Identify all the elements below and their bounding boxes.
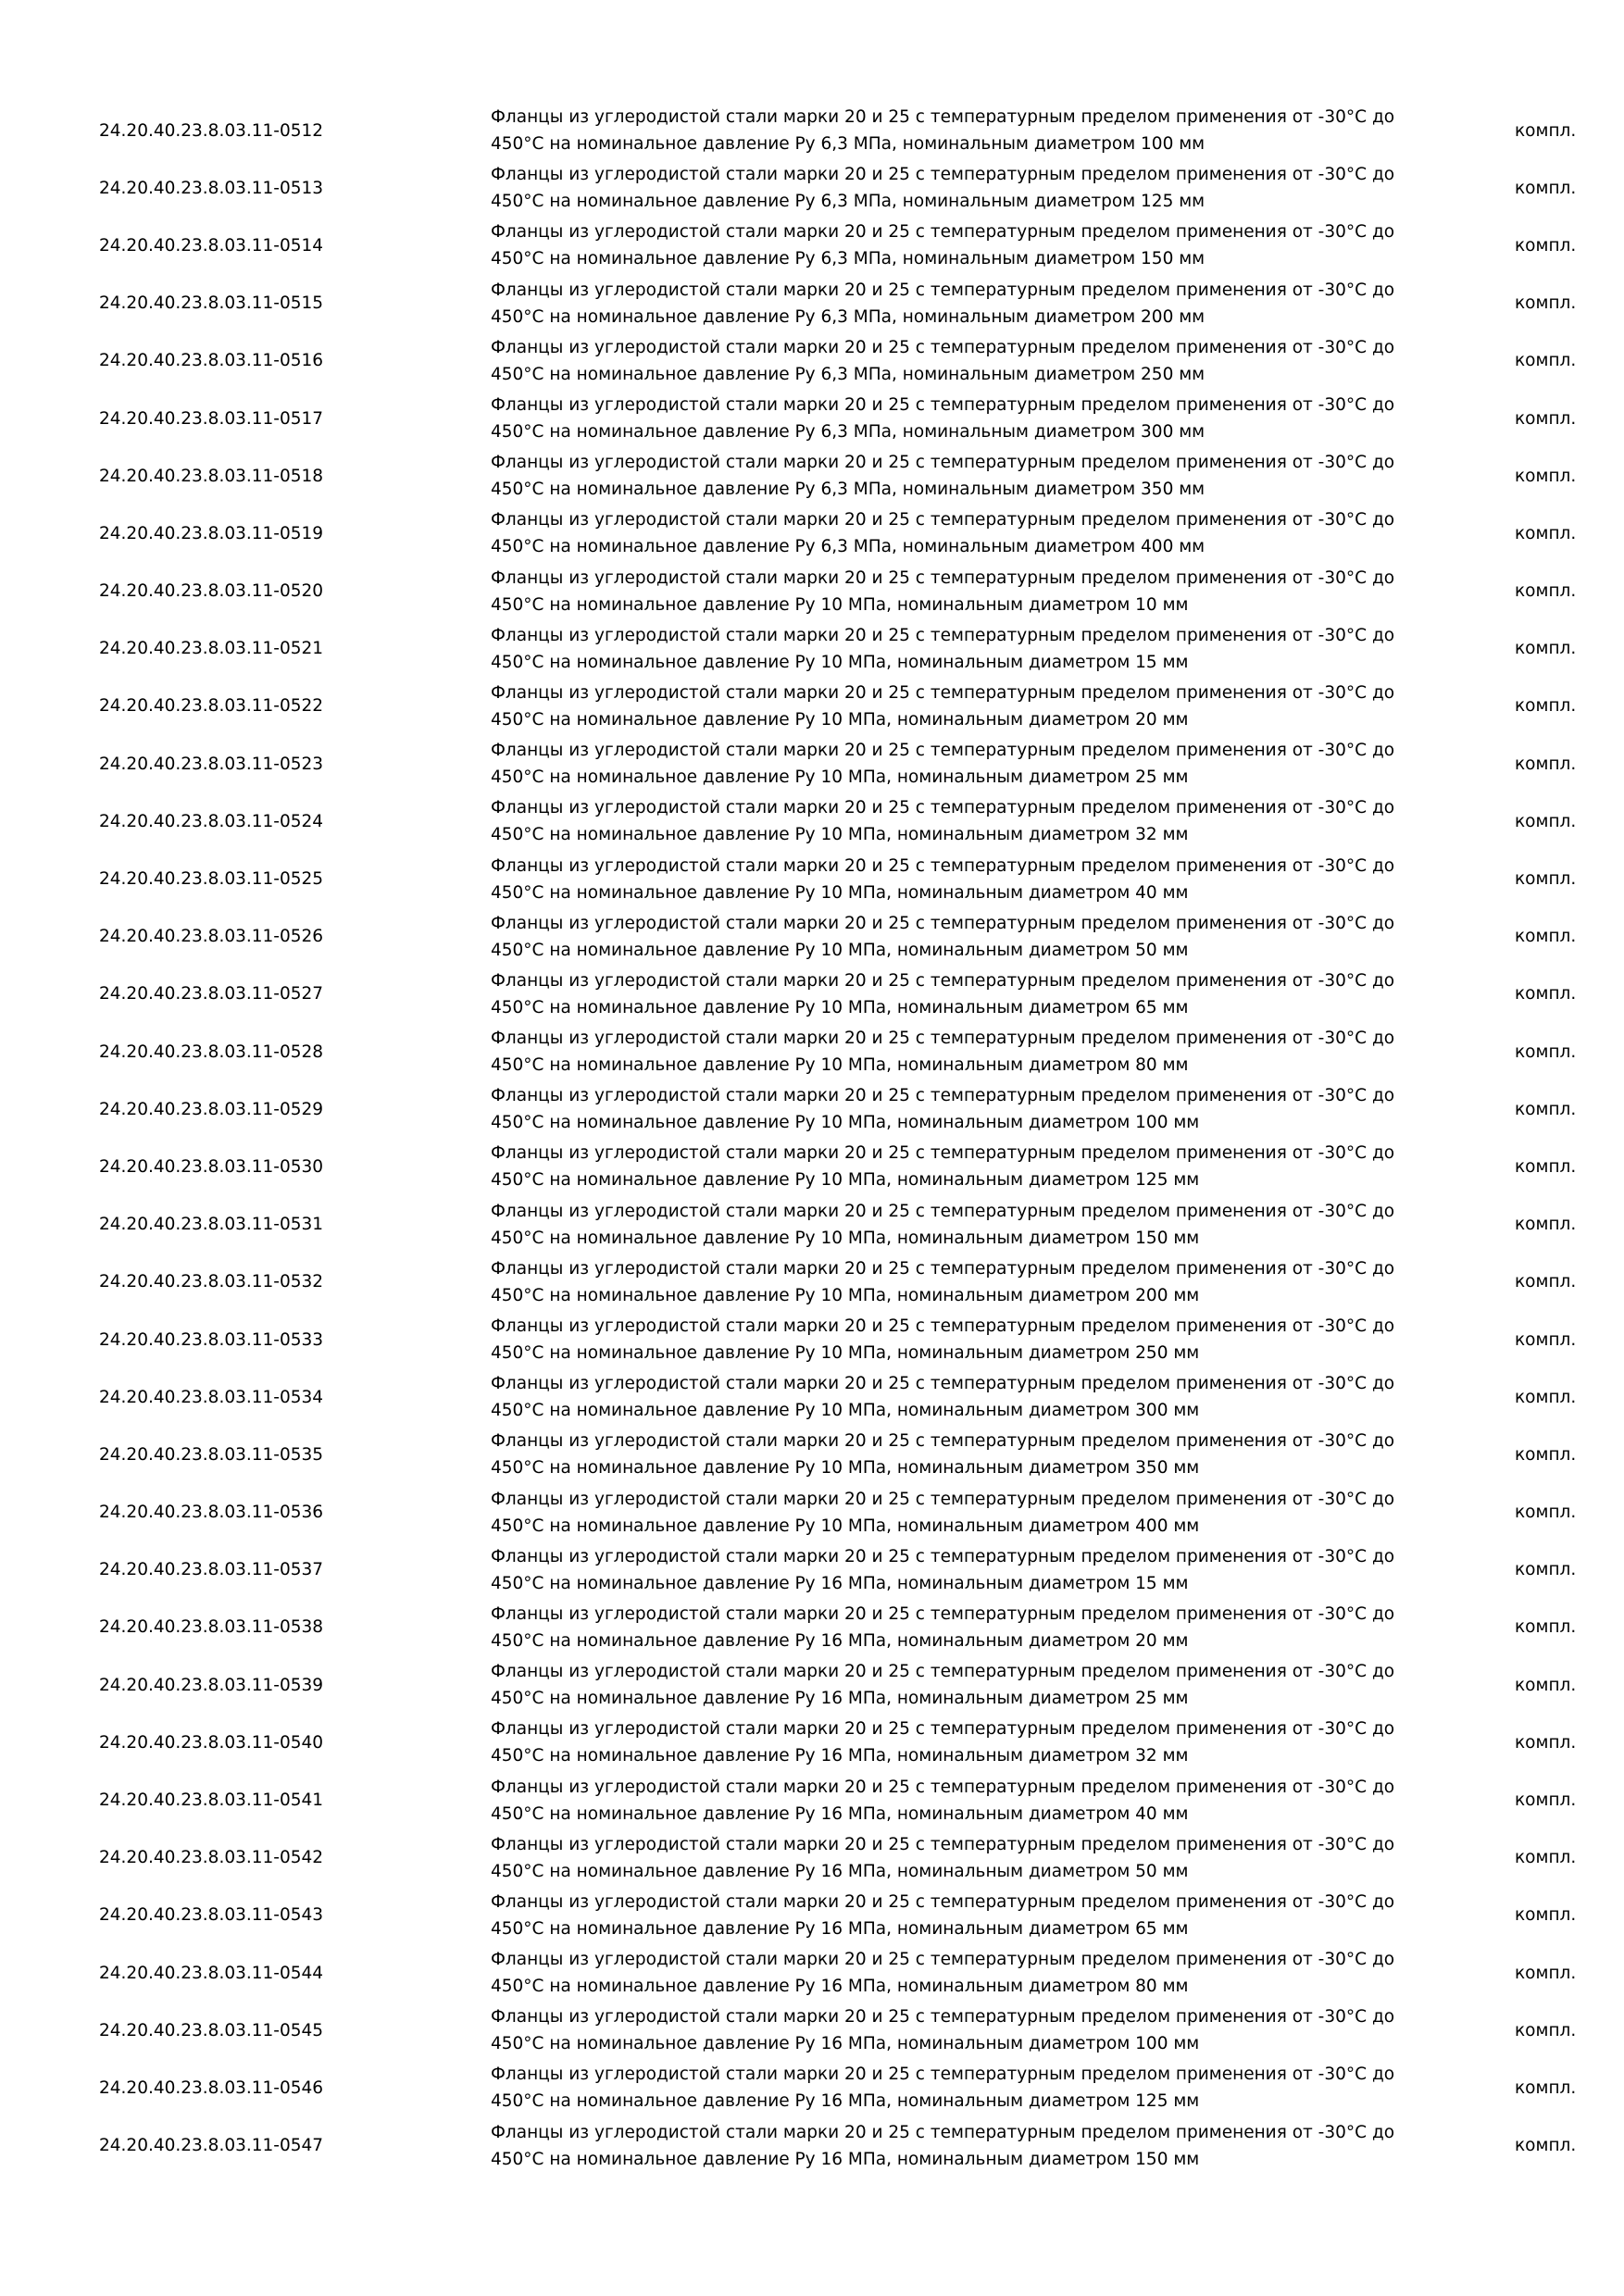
row-unit: компл. xyxy=(1515,1848,1577,1868)
row-code: 24.20.40.23.8.03.11-0525 xyxy=(99,869,324,890)
row-unit: компл. xyxy=(1515,1732,1577,1753)
row-code: 24.20.40.23.8.03.11-0537 xyxy=(99,1560,324,1580)
row-code: 24.20.40.23.8.03.11-0512 xyxy=(99,120,324,141)
row-code: 24.20.40.23.8.03.11-0523 xyxy=(99,754,324,774)
table-row xyxy=(0,1023,1624,1080)
row-unit: компл. xyxy=(1515,869,1577,890)
row-code: 24.20.40.23.8.03.11-0547 xyxy=(99,2136,324,2156)
row-description-line1: Фланцы из углеродистой стали марки 20 и 25 с температурным пределом применения от -30°С до xyxy=(491,1086,1395,1106)
table-row xyxy=(0,966,1624,1023)
table-row xyxy=(0,1714,1624,1771)
row-description-line2: 450°С на номинальное давление Ру 16 МПа, номинальным диаметром 40 мм xyxy=(491,1803,1189,1824)
row-code: 24.20.40.23.8.03.11-0545 xyxy=(99,2020,324,2040)
table-row xyxy=(0,1771,1624,1828)
table-row xyxy=(0,1311,1624,1368)
row-code: 24.20.40.23.8.03.11-0518 xyxy=(99,466,324,486)
row-description-line1: Фланцы из углеродистой стали марки 20 и 25 с температурным пределом применения от -30°С до xyxy=(491,1777,1395,1797)
table-row xyxy=(0,159,1624,217)
row-unit: компл. xyxy=(1515,408,1577,429)
row-description-line1: Фланцы из углеродистой стали марки 20 и 25 с температурным пределом применения от -30°С до xyxy=(491,568,1395,588)
row-description-line1: Фланцы из углеродистой стали марки 20 и 25 с температурным пределом применения от -30°С до xyxy=(491,1891,1395,1912)
table-row xyxy=(0,275,1624,332)
row-unit: компл. xyxy=(1515,1444,1577,1465)
row-description-line2: 450°С на номинальное давление Ру 16 МПа, номинальным диаметром 50 мм xyxy=(491,1861,1189,1881)
row-description-line1: Фланцы из углеродистой стали марки 20 и 25 с температурным пределом применения от -30°С до xyxy=(491,1143,1395,1164)
table-row xyxy=(0,2059,1624,2116)
row-description-line1: Фланцы из углеродистой стали марки 20 и 25 с температурным пределом применения от -30°С до xyxy=(491,855,1395,876)
row-description-line2: 450°С на номинальное давление Ру 6,3 МПа, номинальным диаметром 250 мм xyxy=(491,364,1206,384)
table-row xyxy=(0,217,1624,274)
row-description xyxy=(491,102,1426,159)
table-row xyxy=(0,1080,1624,1138)
row-description xyxy=(491,1771,1426,1828)
row-description xyxy=(491,1426,1426,1483)
row-code: 24.20.40.23.8.03.11-0531 xyxy=(99,1215,324,1235)
price-table xyxy=(0,102,1624,2175)
table-row xyxy=(0,332,1624,390)
row-description-line1: Фланцы из углеродистой стали марки 20 и 25 с температурным пределом применения от -30°С до xyxy=(491,1029,1395,1049)
row-code: 24.20.40.23.8.03.11-0538 xyxy=(99,1617,324,1638)
row-description-line1: Фланцы из углеродистой стали марки 20 и 25 с температурным пределом применения от -30°С до xyxy=(491,970,1395,991)
row-description-line1: Фланцы из углеродистой стали марки 20 и 25 с температурным пределом применения от -30°С до xyxy=(491,1489,1395,1509)
row-description-line1: Фланцы из углеродистой стали марки 20 и 25 с температурным пределом применения от -30°С до xyxy=(491,280,1395,300)
row-code: 24.20.40.23.8.03.11-0529 xyxy=(99,1099,324,1119)
row-description xyxy=(491,1829,1426,1887)
row-unit: компл. xyxy=(1515,466,1577,486)
row-code: 24.20.40.23.8.03.11-0539 xyxy=(99,1675,324,1695)
row-code: 24.20.40.23.8.03.11-0516 xyxy=(99,351,324,371)
row-code: 24.20.40.23.8.03.11-0527 xyxy=(99,984,324,1004)
row-code: 24.20.40.23.8.03.11-0546 xyxy=(99,2078,324,2098)
row-description xyxy=(491,1541,1426,1599)
row-unit: компл. xyxy=(1515,639,1577,659)
row-description-line2: 450°С на номинальное давление Ру 16 МПа, номинальным диаметром 25 мм xyxy=(491,1689,1189,1709)
row-description xyxy=(491,1023,1426,1080)
row-code: 24.20.40.23.8.03.11-0520 xyxy=(99,581,324,602)
row-description-line1: Фланцы из углеродистой стали марки 20 и 25 с температурным пределом применения от -30°С до xyxy=(491,1662,1395,1682)
row-description xyxy=(491,217,1426,274)
row-description-line1: Фланцы из углеродистой стали марки 20 и 25 с температурным пределом применения от -30°С до xyxy=(491,453,1395,473)
row-code: 24.20.40.23.8.03.11-0522 xyxy=(99,696,324,717)
row-unit: компл. xyxy=(1515,2136,1577,2156)
row-unit: компл. xyxy=(1515,1617,1577,1638)
table-row xyxy=(0,1426,1624,1483)
row-description xyxy=(491,390,1426,447)
row-description-line2: 450°С на номинальное давление Ру 6,3 МПа, номинальным диаметром 300 мм xyxy=(491,422,1206,443)
row-description-line2: 450°С на номинальное давление Ру 6,3 МПа, номинальным диаметром 150 мм xyxy=(491,249,1206,269)
row-unit: компл. xyxy=(1515,2020,1577,2040)
row-description xyxy=(491,678,1426,735)
table-row xyxy=(0,390,1624,447)
row-unit: компл. xyxy=(1515,984,1577,1004)
row-description xyxy=(491,1484,1426,1541)
table-row xyxy=(0,1484,1624,1541)
row-description xyxy=(491,735,1426,792)
row-unit: компл. xyxy=(1515,1503,1577,1523)
row-description-line1: Фланцы из углеродистой стали марки 20 и 25 с температурным пределом применения от -30°С до xyxy=(491,625,1395,645)
row-description-line1: Фланцы из углеродистой стали марки 20 и 25 с температурным пределом применения от -30°С до xyxy=(491,2065,1395,2085)
table-row xyxy=(0,1887,1624,1944)
row-unit: компл. xyxy=(1515,1272,1577,1292)
row-description-line2: 450°С на номинальное давление Ру 10 МПа, номинальным диаметром 80 мм xyxy=(491,1055,1189,1076)
row-unit: компл. xyxy=(1515,1215,1577,1235)
row-description-line2: 450°С на номинальное давление Ру 10 МПа, номинальным диаметром 50 мм xyxy=(491,940,1189,960)
row-code: 24.20.40.23.8.03.11-0521 xyxy=(99,639,324,659)
row-code: 24.20.40.23.8.03.11-0540 xyxy=(99,1732,324,1753)
row-description xyxy=(491,275,1426,332)
row-description xyxy=(491,1311,1426,1368)
row-description xyxy=(491,1887,1426,1944)
row-description xyxy=(491,850,1426,907)
row-unit: компл. xyxy=(1515,754,1577,774)
row-unit: компл. xyxy=(1515,696,1577,717)
row-description xyxy=(491,1254,1426,1311)
row-unit: компл. xyxy=(1515,178,1577,198)
row-description-line2: 450°С на номинальное давление Ру 10 МПа, номинальным диаметром 65 мм xyxy=(491,997,1189,1017)
row-description-line2: 450°С на номинальное давление Ру 16 МПа, номинальным диаметром 125 мм xyxy=(491,2091,1200,2112)
row-unit: компл. xyxy=(1515,351,1577,371)
row-description-line1: Фланцы из углеродистой стали марки 20 и 25 с температурным пределом применения от -30°С до xyxy=(491,107,1395,128)
row-description-line1: Фланцы из углеродистой стали марки 20 и 25 с температурным пределом применения от -30°С до xyxy=(491,1374,1395,1394)
row-description-line1: Фланцы из углеродистой стали марки 20 и 25 с температурным пределом применения от -30°С до xyxy=(491,1950,1395,1970)
row-description-line2: 450°С на номинальное давление Ру 10 МПа, номинальным диаметром 400 мм xyxy=(491,1516,1200,1536)
row-description xyxy=(491,1714,1426,1771)
row-description xyxy=(491,332,1426,390)
row-description-line2: 450°С на номинальное давление Ру 16 МПа, номинальным диаметром 20 мм xyxy=(491,1630,1189,1651)
row-description-line2: 450°С на номинальное давление Ру 10 МПа, номинальным диаметром 32 мм xyxy=(491,825,1189,845)
row-code: 24.20.40.23.8.03.11-0535 xyxy=(99,1444,324,1465)
row-code: 24.20.40.23.8.03.11-0519 xyxy=(99,523,324,543)
row-description-line2: 450°С на номинальное давление Ру 16 МПа, номинальным диаметром 100 мм xyxy=(491,2034,1200,2054)
row-description-line1: Фланцы из углеродистой стали марки 20 и 25 с температурным пределом применения от -30°С до xyxy=(491,741,1395,761)
row-description xyxy=(491,966,1426,1023)
row-description-line2: 450°С на номинальное давление Ру 6,3 МПа, номинальным диаметром 100 мм xyxy=(491,134,1206,155)
row-unit: компл. xyxy=(1515,1675,1577,1695)
table-row xyxy=(0,2002,1624,2059)
row-unit: компл. xyxy=(1515,1156,1577,1177)
row-description-line2: 450°С на номинальное давление Ру 16 МПа, номинальным диаметром 150 мм xyxy=(491,2149,1200,2169)
row-code: 24.20.40.23.8.03.11-0532 xyxy=(99,1272,324,1292)
row-description xyxy=(491,1944,1426,2002)
row-description-line1: Фланцы из углеродистой стали марки 20 и 25 с температурным пределом применения от -30°С до xyxy=(491,2007,1395,2028)
row-description xyxy=(491,1656,1426,1714)
row-description-line1: Фланцы из углеродистой стали марки 20 и 25 с температурным пределом применения от -30°С до xyxy=(491,1719,1395,1740)
row-code: 24.20.40.23.8.03.11-0536 xyxy=(99,1503,324,1523)
row-description xyxy=(491,2059,1426,2116)
row-unit: компл. xyxy=(1515,1963,1577,1983)
row-description xyxy=(491,908,1426,966)
row-description-line2: 450°С на номинальное давление Ру 16 МПа, номинальным диаметром 65 мм xyxy=(491,1918,1189,1939)
row-unit: компл. xyxy=(1515,1329,1577,1350)
row-unit: компл. xyxy=(1515,581,1577,602)
row-description-line2: 450°С на номинальное давление Ру 6,3 МПа, номинальным диаметром 125 мм xyxy=(491,192,1206,212)
row-description xyxy=(491,1368,1426,1426)
row-code: 24.20.40.23.8.03.11-0541 xyxy=(99,1791,324,1811)
row-unit: компл. xyxy=(1515,120,1577,141)
row-description-line2: 450°С на номинальное давление Ру 16 МПа, номинальным диаметром 15 мм xyxy=(491,1573,1189,1593)
row-code: 24.20.40.23.8.03.11-0534 xyxy=(99,1387,324,1407)
table-row xyxy=(0,1656,1624,1714)
row-description-line1: Фланцы из углеродистой стали марки 20 и 25 с температурным пределом применения от -30°С до xyxy=(491,1603,1395,1624)
row-description-line1: Фланцы из углеродистой стали марки 20 и 25 с температурным пределом применения от -30°С до xyxy=(491,222,1395,243)
table-row xyxy=(0,735,1624,792)
row-code: 24.20.40.23.8.03.11-0515 xyxy=(99,293,324,314)
row-description-line1: Фланцы из углеродистой стали марки 20 и 25 с температурным пределом применения от -30°С до xyxy=(491,682,1395,703)
row-description-line1: Фланцы из углеродистой стали марки 20 и 25 с температурным пределом применения от -30°С до xyxy=(491,1834,1395,1854)
table-row xyxy=(0,1829,1624,1887)
row-description-line1: Фланцы из углеродистой стали марки 20 и 25 с температурным пределом применения от -30°С до xyxy=(491,1431,1395,1452)
row-code: 24.20.40.23.8.03.11-0514 xyxy=(99,235,324,256)
row-description xyxy=(491,2002,1426,2059)
table-row xyxy=(0,563,1624,620)
row-unit: компл. xyxy=(1515,811,1577,831)
row-description-line2: 450°С на номинальное давление Ру 16 МПа, номинальным диаметром 80 мм xyxy=(491,1977,1189,1997)
row-description xyxy=(491,2117,1426,2175)
row-description-line1: Фланцы из углеродистой стали марки 20 и 25 с температурным пределом применения от -30°С до xyxy=(491,1201,1395,1221)
row-description-line2: 450°С на номинальное давление Ру 10 МПа, номинальным диаметром 300 мм xyxy=(491,1401,1200,1421)
row-description-line1: Фланцы из углеродистой стали марки 20 и 25 с температурным пределом применения от -30°С до xyxy=(491,798,1395,818)
row-unit: компл. xyxy=(1515,1042,1577,1062)
row-unit: компл. xyxy=(1515,1560,1577,1580)
row-description-line2: 450°С на номинальное давление Ру 6,3 МПа, номинальным диаметром 200 мм xyxy=(491,306,1206,327)
row-unit: компл. xyxy=(1515,2078,1577,2098)
table-row xyxy=(0,1541,1624,1599)
row-description xyxy=(491,1196,1426,1254)
row-code: 24.20.40.23.8.03.11-0533 xyxy=(99,1329,324,1350)
table-row xyxy=(0,1254,1624,1311)
table-row xyxy=(0,447,1624,505)
row-description-line2: 450°С на номинальное давление Ру 10 МПа, номинальным диаметром 200 мм xyxy=(491,1285,1200,1305)
row-description-line1: Фланцы из углеродистой стали марки 20 и 25 с температурным пределом применения от -30°С до xyxy=(491,1546,1395,1566)
row-description-line2: 450°С на номинальное давление Ру 10 МПа, номинальным диаметром 15 мм xyxy=(491,652,1189,672)
table-row xyxy=(0,2117,1624,2175)
row-code: 24.20.40.23.8.03.11-0542 xyxy=(99,1848,324,1868)
table-row xyxy=(0,1368,1624,1426)
row-description-line2: 450°С на номинальное давление Ру 10 МПа, номинальным диаметром 150 мм xyxy=(491,1228,1200,1248)
row-description-line1: Фланцы из углеродистой стали марки 20 и 25 с температурным пределом применения от -30°С до xyxy=(491,395,1395,416)
row-description-line2: 450°С на номинальное давление Ру 6,3 МПа, номинальным диаметром 400 мм xyxy=(491,537,1206,557)
row-unit: компл. xyxy=(1515,1905,1577,1926)
row-code: 24.20.40.23.8.03.11-0524 xyxy=(99,811,324,831)
row-description xyxy=(491,447,1426,505)
table-row xyxy=(0,792,1624,850)
row-description-line1: Фланцы из углеродистой стали марки 20 и 25 с температурным пределом применения от -30°С до xyxy=(491,1316,1395,1337)
row-unit: компл. xyxy=(1515,927,1577,947)
row-description xyxy=(491,159,1426,217)
row-description-line2: 450°С на номинальное давление Ру 10 МПа, номинальным диаметром 40 мм xyxy=(491,882,1189,903)
table-row xyxy=(0,505,1624,562)
row-code: 24.20.40.23.8.03.11-0526 xyxy=(99,927,324,947)
row-description-line1: Фланцы из углеродистой стали марки 20 и 25 с температурным пределом применения от -30°С до xyxy=(491,510,1395,530)
row-description-line2: 450°С на номинальное давление Ру 6,3 МПа, номинальным диаметром 350 мм xyxy=(491,480,1206,500)
row-description-line2: 450°С на номинальное давление Ру 10 МПа, номинальным диаметром 350 мм xyxy=(491,1458,1200,1479)
row-description-line1: Фланцы из углеродистой стали марки 20 и 25 с температурным пределом применения от -30°С до xyxy=(491,2122,1395,2142)
table-row xyxy=(0,1138,1624,1195)
row-code: 24.20.40.23.8.03.11-0543 xyxy=(99,1905,324,1926)
table-row xyxy=(0,1944,1624,2002)
row-description xyxy=(491,620,1426,678)
row-code: 24.20.40.23.8.03.11-0544 xyxy=(99,1963,324,1983)
row-description-line2: 450°С на номинальное давление Ру 10 МПа, номинальным диаметром 10 мм xyxy=(491,594,1189,615)
row-unit: компл. xyxy=(1515,293,1577,314)
row-description-line2: 450°С на номинальное давление Ру 16 МПа, номинальным диаметром 32 мм xyxy=(491,1746,1189,1766)
row-description xyxy=(491,505,1426,562)
table-row xyxy=(0,908,1624,966)
row-code: 24.20.40.23.8.03.11-0528 xyxy=(99,1042,324,1062)
row-description-line1: Фланцы из углеродистой стали марки 20 и 25 с температурным пределом применения от -30°С до xyxy=(491,165,1395,185)
row-description-line1: Фланцы из углеродистой стали марки 20 и 25 с температурным пределом применения от -30°С до xyxy=(491,1258,1395,1279)
row-description xyxy=(491,1138,1426,1195)
row-code: 24.20.40.23.8.03.11-0530 xyxy=(99,1156,324,1177)
table-row xyxy=(0,1196,1624,1254)
row-description xyxy=(491,792,1426,850)
row-description xyxy=(491,1599,1426,1656)
row-description-line2: 450°С на номинальное давление Ру 10 МПа, номинальным диаметром 125 мм xyxy=(491,1170,1200,1191)
row-code: 24.20.40.23.8.03.11-0513 xyxy=(99,178,324,198)
row-description-line1: Фланцы из углеродистой стали марки 20 и 25 с температурным пределом применения от -30°С до xyxy=(491,337,1395,357)
row-unit: компл. xyxy=(1515,1099,1577,1119)
table-row xyxy=(0,102,1624,159)
table-row xyxy=(0,620,1624,678)
row-description-line2: 450°С на номинальное давление Ру 10 МПа, номинальным диаметром 250 мм xyxy=(491,1343,1200,1364)
row-unit: компл. xyxy=(1515,1791,1577,1811)
row-description-line2: 450°С на номинальное давление Ру 10 МПа, номинальным диаметром 25 мм xyxy=(491,767,1189,788)
row-unit: компл. xyxy=(1515,235,1577,256)
row-unit: компл. xyxy=(1515,523,1577,543)
row-description xyxy=(491,1080,1426,1138)
table-row xyxy=(0,678,1624,735)
row-description-line1: Фланцы из углеродистой стали марки 20 и 25 с температурным пределом применения от -30°С до xyxy=(491,913,1395,933)
row-unit: компл. xyxy=(1515,1387,1577,1407)
row-code: 24.20.40.23.8.03.11-0517 xyxy=(99,408,324,429)
table-row xyxy=(0,850,1624,907)
row-description-line2: 450°С на номинальное давление Ру 10 МПа, номинальным диаметром 100 мм xyxy=(491,1113,1200,1133)
row-description xyxy=(491,563,1426,620)
row-description-line2: 450°С на номинальное давление Ру 10 МПа, номинальным диаметром 20 мм xyxy=(491,709,1189,730)
table-row xyxy=(0,1599,1624,1656)
